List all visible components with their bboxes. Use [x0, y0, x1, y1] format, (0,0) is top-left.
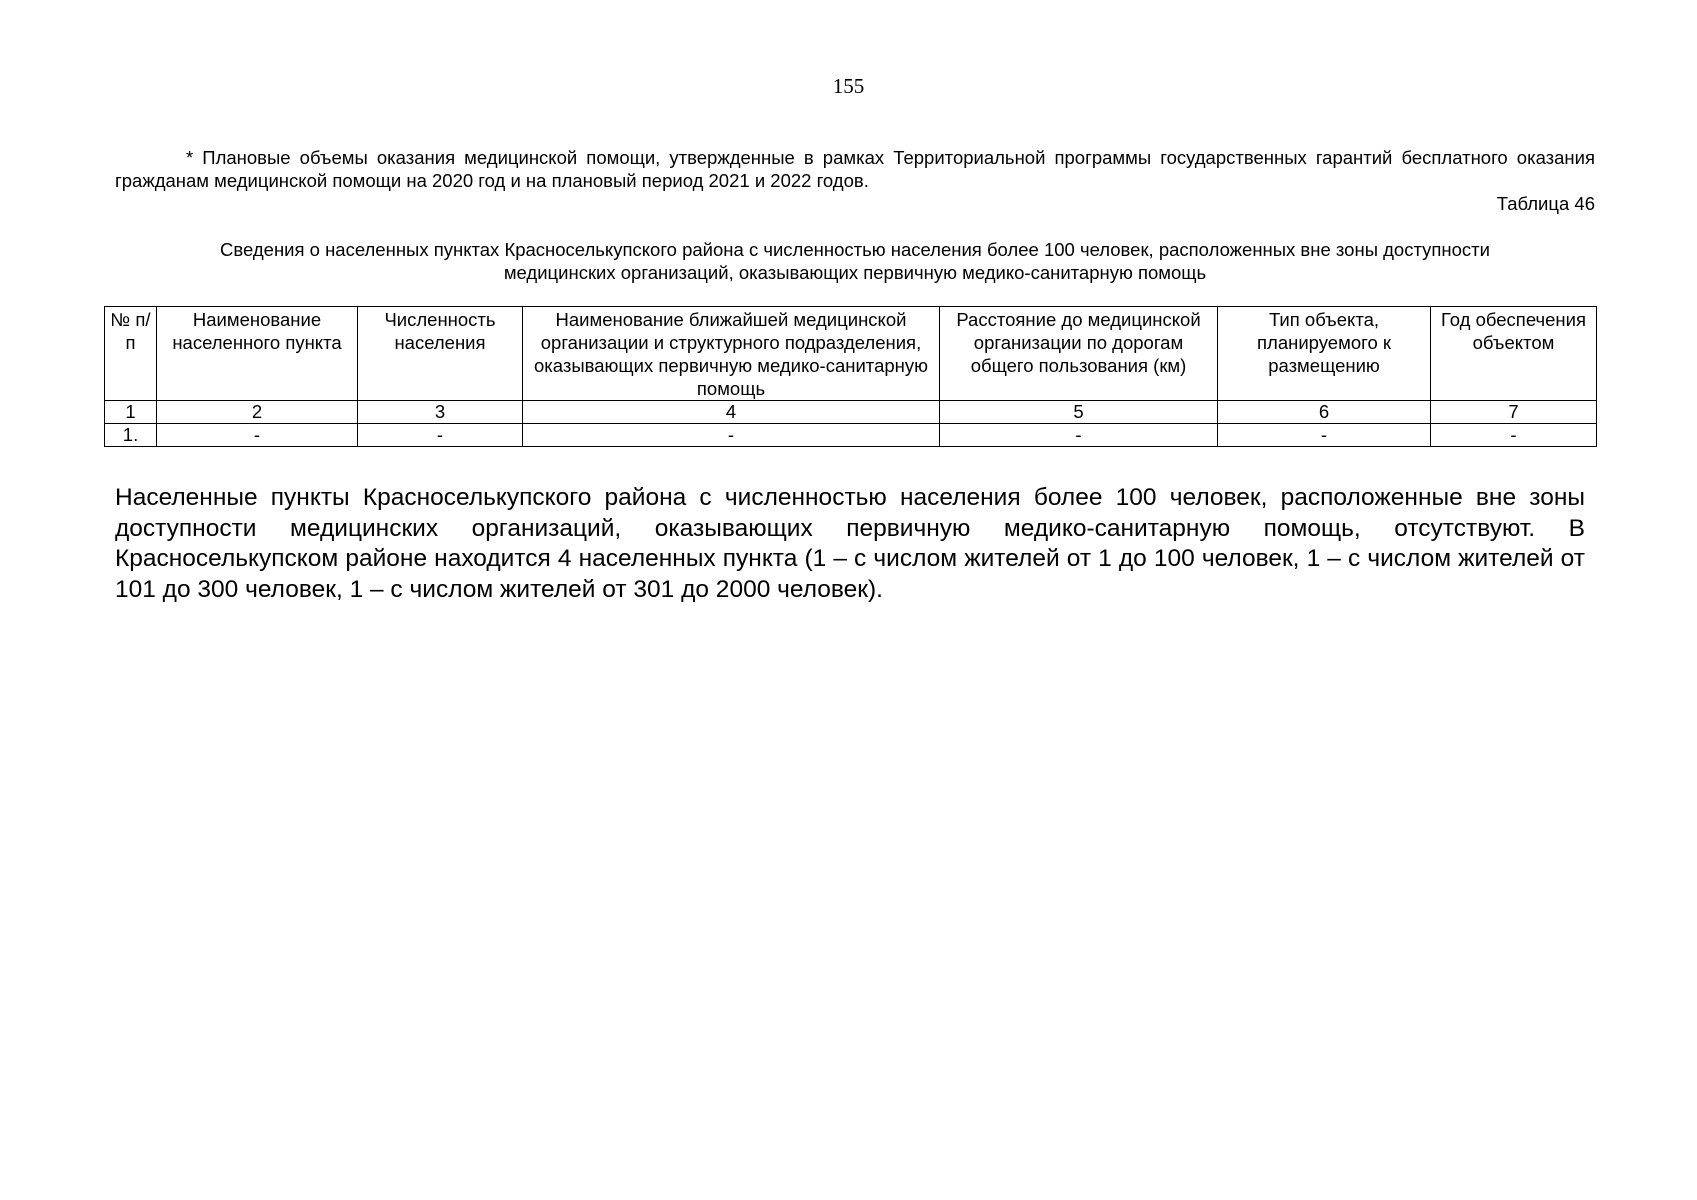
body-paragraph: Населенные пункты Красноселькупского района с численностью населения более 100 человек, расположенные вне зоны доступности медицинских организаций, оказывающих первичную медико-санитарную помощь, отсутствуют. В Красноселькупском районе находится 4 населенных пункта (1 – с числом жителей от 1 до 100 человек, 1 – с числом жителей от 101 до 300 человек, 1 – с числом жителей от 301 до 2000 человек).: [115, 484, 1585, 603]
table-caption: [115, 238, 1595, 284]
table-cell: 1.: [105, 424, 157, 447]
header-cell-settlement-name: Наименование населенного пункта: [157, 307, 358, 401]
column-number-cell: 2: [157, 401, 358, 424]
settlements-table: [104, 306, 1597, 447]
table-cell: -: [940, 424, 1218, 447]
header-cell-distance: Расстояние до медицинской организации по дорогам общего пользования (км): [940, 307, 1218, 401]
header-cell-number: № п/п: [105, 307, 157, 401]
table-cell: -: [1218, 424, 1431, 447]
table-header-row: [105, 307, 1597, 401]
table-cell: -: [523, 424, 940, 447]
table-cell: -: [157, 424, 358, 447]
table-caption-line-2: медицинских организаций, оказывающих первичную медико-санитарную помощь: [503, 262, 1207, 283]
column-number-cell: 7: [1431, 401, 1597, 424]
table-cell: -: [358, 424, 523, 447]
header-cell-provision-year: Год обеспечения объектом: [1431, 307, 1597, 401]
table-number-label: Таблица 46: [1496, 193, 1595, 214]
table-row: [105, 424, 1597, 447]
column-number-cell: 3: [358, 401, 523, 424]
page-number: 155: [832, 74, 865, 98]
column-number-cell: 1: [105, 401, 157, 424]
table-caption-line-1: Сведения о населенных пунктах Красноселькупского района с численностью населения более 100 человек, расположенных вне зоны доступности: [220, 239, 1490, 260]
header-cell-nearest-medical-organization: Наименование ближайшей медицинской организации и структурного подразделения, оказывающих первичную медико-санитарную помощь: [523, 307, 940, 401]
header-cell-population: Численность населения: [358, 307, 523, 401]
column-number-cell: 5: [940, 401, 1218, 424]
footnote: * Плановые объемы оказания медицинской помощи, утвержденные в рамках Территориальной программы государственных гарантий бесплатного оказания гражданам медицинской помощи на 2020 год и на плановый период 2021 и 2022 годов.: [115, 147, 1595, 191]
header-cell-object-type: Тип объекта, планируемого к размещению: [1218, 307, 1431, 401]
column-number-cell: 4: [523, 401, 940, 424]
column-number-cell: 6: [1218, 401, 1431, 424]
table-column-numbers-row: [105, 401, 1597, 424]
table-cell: -: [1431, 424, 1597, 447]
